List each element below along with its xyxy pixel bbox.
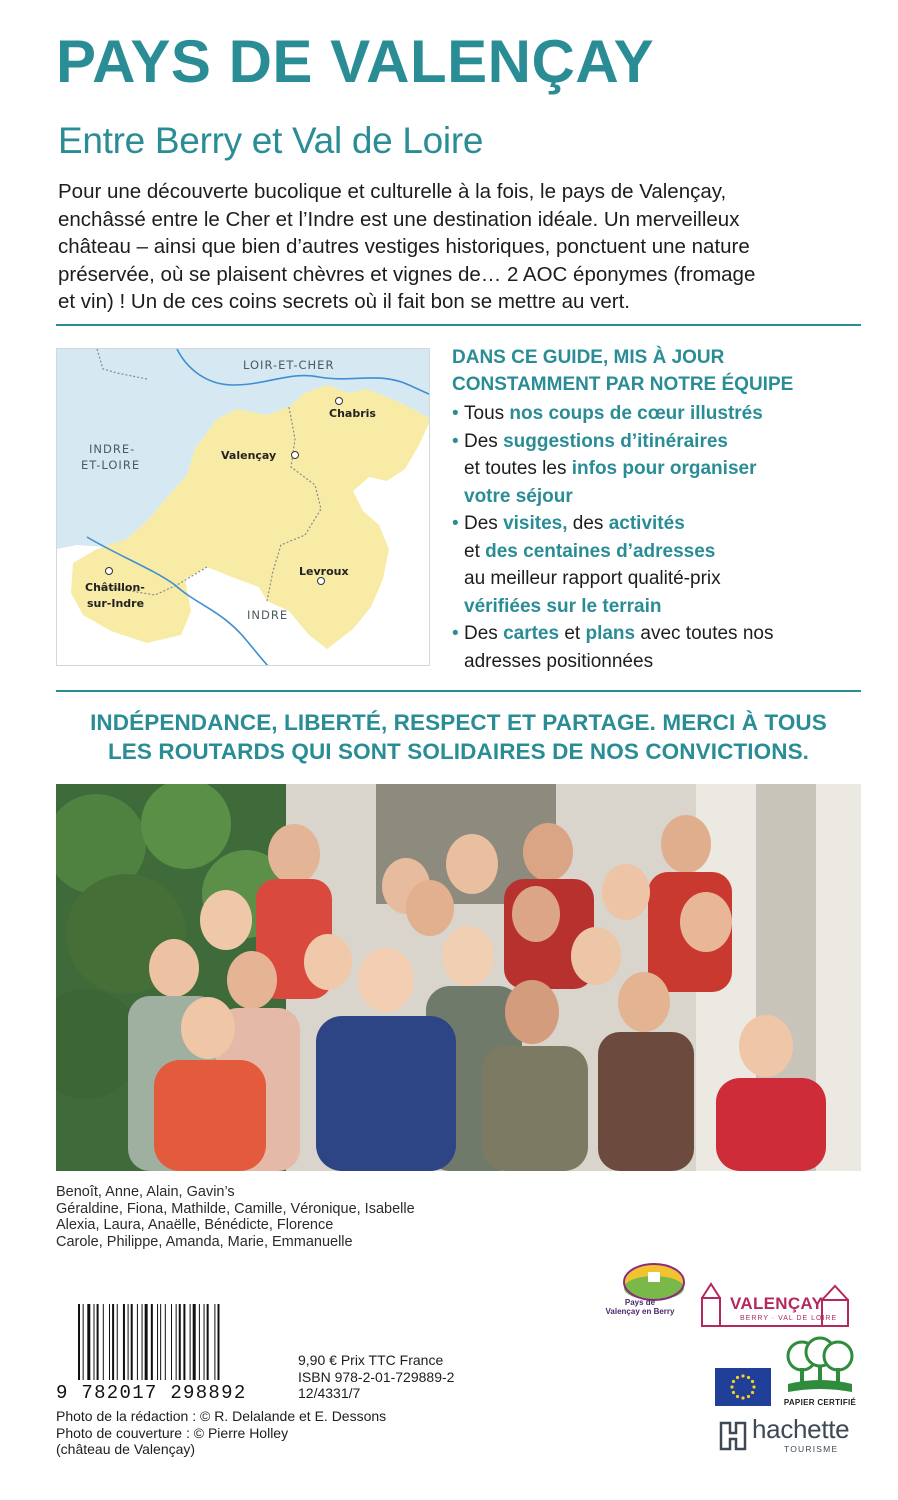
bullet-icon: • xyxy=(452,623,459,644)
hachette-logo xyxy=(718,1414,868,1458)
map-region-label: ET-LOIRE xyxy=(81,458,141,472)
barcode-bar xyxy=(117,1304,118,1380)
item-text: et xyxy=(464,540,486,562)
logo-text: Valençay en Berry xyxy=(605,1307,675,1316)
intro-line: Pour une découverte bucolique et culturelle à la fois, le pays de Valençay, xyxy=(58,180,727,203)
barcode-bar xyxy=(157,1304,158,1380)
pays-valencay-logo xyxy=(592,1262,688,1332)
team-photo xyxy=(56,784,861,1171)
town-marker xyxy=(292,452,299,459)
pays-valencay-emblem xyxy=(592,1262,688,1302)
barcode-bar xyxy=(87,1304,90,1380)
logo-text: VALENÇAY xyxy=(730,1294,824,1313)
item-text: avec toutes nos xyxy=(635,623,774,644)
barcode-bar xyxy=(214,1304,215,1380)
eu-star xyxy=(730,1385,733,1388)
eu-flag-icon xyxy=(715,1368,771,1406)
guide-list-item xyxy=(452,400,872,428)
caption-line: Géraldine, Fiona, Mathilde, Camille, Véronique, Isabelle xyxy=(56,1200,415,1217)
isbn-barcode xyxy=(56,1304,264,1404)
barcode-bar xyxy=(137,1304,138,1380)
item-text: Des xyxy=(464,513,504,534)
eu-star xyxy=(747,1395,750,1398)
intro-line: et vin) ! Un de ces coins secrets où il fait bon se mettre au vert. xyxy=(58,290,630,313)
map-region-label: INDRE- xyxy=(89,442,136,456)
credit-line: (château de Valençay) xyxy=(56,1441,196,1457)
paper-certified-logo xyxy=(784,1336,856,1416)
barcode-bar xyxy=(218,1304,220,1380)
team-caption xyxy=(56,1184,415,1250)
town-marker xyxy=(318,578,325,585)
barcode-bar xyxy=(199,1304,200,1380)
barcode-bar xyxy=(94,1304,95,1380)
barcode-bar xyxy=(151,1304,153,1380)
intro-paragraph xyxy=(58,178,858,316)
eu-star xyxy=(751,1391,754,1394)
trees-icon xyxy=(784,1336,856,1396)
logo-text: Pays de xyxy=(624,1298,656,1307)
barcode-bar xyxy=(193,1304,196,1380)
map-region-label: LOIR-ET-CHER xyxy=(243,358,335,372)
credit-line: Photo de la rédaction : © R. Delalande et E. Dessons xyxy=(56,1408,387,1424)
caption-line: Carole, Philippe, Amanda, Marie, Emmanuelle xyxy=(56,1233,353,1250)
town-label: Chabris xyxy=(329,407,376,420)
item-highlight: plans xyxy=(585,623,636,644)
item-highlight: des centaines d’adresses xyxy=(485,540,716,562)
page-subtitle: Entre Berry et Val de Loire xyxy=(58,120,484,161)
motto xyxy=(56,708,861,766)
barcode-bar xyxy=(128,1304,129,1380)
divider xyxy=(56,690,861,692)
intro-line: enchâssé entre le Cher et l’Indre est une destination idéale. Un merveilleux xyxy=(58,207,740,231)
price-block xyxy=(298,1352,454,1402)
town-label: Levroux xyxy=(299,565,349,578)
eu-star xyxy=(732,1391,735,1394)
barcode-bar xyxy=(160,1304,161,1380)
logo-text: TOURISME xyxy=(784,1444,839,1454)
item-text: des xyxy=(567,513,609,534)
bullet-icon: • xyxy=(452,430,459,452)
eu-star xyxy=(751,1380,754,1383)
barcode-bar xyxy=(145,1304,148,1380)
barcode-bar xyxy=(165,1304,166,1380)
guide-features xyxy=(452,344,872,675)
barcode-digits: 9 782017 298892 xyxy=(56,1382,247,1404)
item-text: et xyxy=(559,623,586,644)
eu-star xyxy=(747,1376,750,1379)
barcode-bar xyxy=(204,1304,205,1380)
eu-star xyxy=(736,1395,739,1398)
guide-heading xyxy=(452,344,872,398)
eu-star xyxy=(736,1376,739,1379)
town-label: sur-Indre xyxy=(87,597,145,610)
credit-line: Photo de couverture : © Pierre Holley xyxy=(56,1424,289,1441)
town-label: Châtillon- xyxy=(85,581,145,594)
eu-stars xyxy=(715,1368,771,1406)
valencay-logo xyxy=(698,1280,852,1330)
team-photo-graphic xyxy=(56,784,861,1171)
logo-text: hachette xyxy=(752,1414,850,1444)
barcode-bar xyxy=(179,1304,181,1380)
eu-star xyxy=(732,1380,735,1383)
photo-credits xyxy=(56,1408,386,1458)
intro-line: préservée, où se plaisent chèvres et vignes de… 2 AOC éponymes (fromage xyxy=(58,262,756,286)
barcode-bar xyxy=(97,1304,99,1380)
caption-line: Alexia, Laura, Anaëlle, Bénédicte, Florence xyxy=(56,1217,334,1233)
caption-line: Benoît, Anne, Alain, Gavin’s xyxy=(56,1184,235,1200)
town-marker xyxy=(106,568,113,575)
logo-text: PAPIER CERTIFIÉ xyxy=(783,1398,857,1407)
barcode-bars xyxy=(78,1304,264,1380)
item-highlight: votre séjour xyxy=(464,485,573,507)
guide-heading-line: CONSTAMMENT PAR NOTRE ÉQUIPE xyxy=(452,374,794,395)
item-text: et toutes les xyxy=(464,458,572,479)
guide-list-item xyxy=(452,510,872,620)
intro-line: château – ainsi que bien d’autres vestiges historiques, ponctuent une nature xyxy=(58,235,750,258)
item-highlight: infos pour organiser xyxy=(571,458,757,479)
bullet-icon: • xyxy=(452,513,459,534)
item-text: au meilleur rapport qualité-prix xyxy=(464,568,721,589)
town-label: Valençay xyxy=(221,449,277,462)
barcode-bar xyxy=(142,1304,143,1380)
price-line: 9,90 € Prix TTC France xyxy=(298,1352,444,1368)
code-line: 12/4331/7 xyxy=(298,1385,361,1401)
barcode-bar xyxy=(183,1304,185,1380)
motto-line: INDÉPENDANCE, LIBERTÉ, RESPECT ET PARTAGE. MERCI À TOUS xyxy=(90,710,827,735)
item-highlight: nos coups de cœur illustrés xyxy=(509,403,763,424)
hachette-h-icon xyxy=(718,1420,748,1452)
item-highlight: vérifiées sur le terrain xyxy=(464,595,662,617)
item-text: Des xyxy=(464,623,504,644)
item-text: Des xyxy=(464,430,504,452)
eu-star xyxy=(752,1385,755,1388)
bullet-icon: • xyxy=(452,403,459,424)
item-highlight: visites, xyxy=(503,513,568,534)
item-highlight: suggestions d’itinéraires xyxy=(503,430,728,452)
isbn-line: ISBN 978-2-01-729889-2 xyxy=(298,1368,455,1385)
town-marker xyxy=(336,398,343,405)
item-text: Tous xyxy=(464,403,510,424)
barcode-bar xyxy=(131,1304,133,1380)
barcode-bar xyxy=(171,1304,172,1380)
barcode-bar xyxy=(190,1304,191,1380)
barcode-bar xyxy=(123,1304,125,1380)
barcode-bar xyxy=(109,1304,110,1380)
barcode-bar xyxy=(78,1304,80,1380)
barcode-bar xyxy=(83,1304,84,1380)
motto-line: LES ROUTARDS QUI SONT SOLIDAIRES DE NOS CONVICTIONS. xyxy=(107,739,810,764)
eu-star xyxy=(741,1374,744,1377)
logo-text: BERRY · VAL DE LOIRE xyxy=(740,1315,838,1322)
eu-star xyxy=(741,1396,744,1399)
barcode-bar xyxy=(207,1304,209,1380)
item-text: adresses positionnées xyxy=(464,650,654,672)
region-map xyxy=(56,348,430,666)
barcode-bar xyxy=(112,1304,114,1380)
guide-heading-line: DANS CE GUIDE, MIS À JOUR xyxy=(452,347,725,368)
item-highlight: activités xyxy=(608,513,685,534)
page-title: PAYS DE VALENÇAY xyxy=(56,28,655,95)
map-region-label: INDRE xyxy=(247,608,289,622)
guide-list-item xyxy=(452,428,872,511)
barcode-bar xyxy=(103,1304,104,1380)
region-map-graphic xyxy=(57,349,430,666)
divider xyxy=(56,324,861,326)
guide-list-item xyxy=(452,620,872,675)
barcode-bar xyxy=(176,1304,177,1380)
guide-list xyxy=(452,400,872,675)
item-highlight: cartes xyxy=(503,623,560,644)
